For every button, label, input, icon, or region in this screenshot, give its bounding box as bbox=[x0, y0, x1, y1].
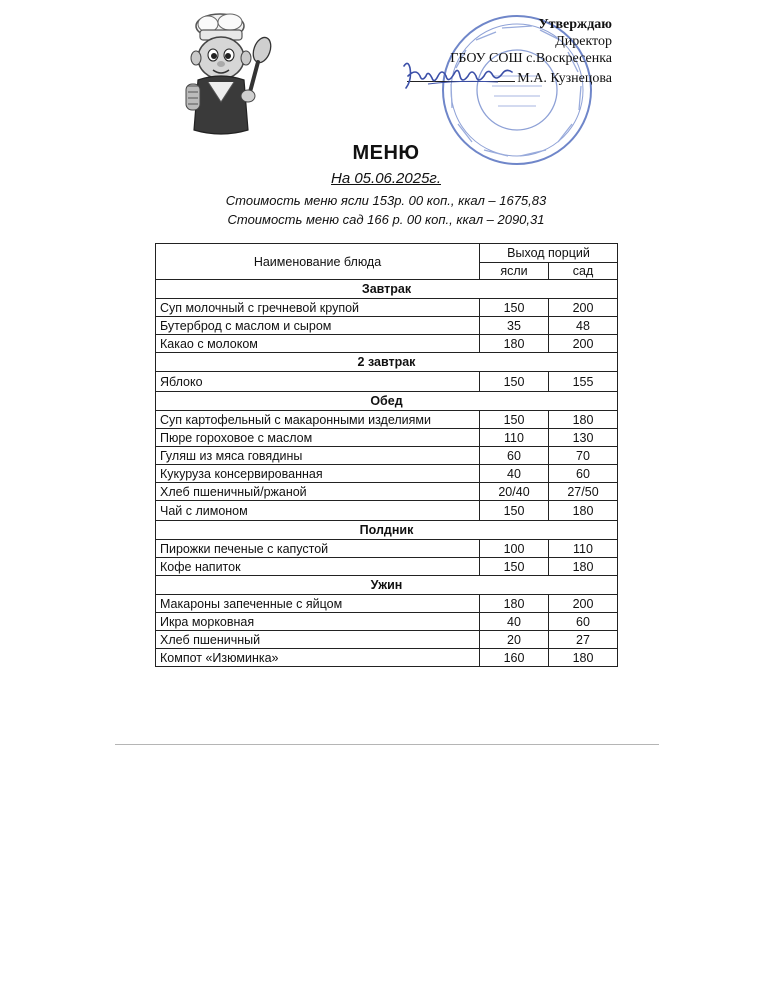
approval-position: Директор bbox=[555, 34, 612, 49]
nursery-portion: 100 bbox=[480, 540, 549, 558]
table-row bbox=[156, 299, 618, 317]
garden-portion: 110 bbox=[549, 540, 618, 558]
nursery-portion: 20 bbox=[480, 631, 549, 649]
nursery-portion: 150 bbox=[480, 501, 549, 521]
dish-name: Макароны запеченные с яйцом bbox=[156, 595, 480, 613]
table-row bbox=[156, 501, 618, 521]
garden-portion: 155 bbox=[549, 372, 618, 392]
table-row bbox=[156, 595, 618, 613]
nursery-portion: 40 bbox=[480, 465, 549, 483]
menu-date: На 05.06.2025г. bbox=[331, 170, 441, 187]
cost-nursery: Стоимость меню ясли 153р. 00 коп., ккал – 1675,83 bbox=[225, 193, 547, 208]
garden-portion: 180 bbox=[549, 411, 618, 429]
approval-signatory: М.А. Кузнецова bbox=[517, 71, 612, 86]
garden-portion: 130 bbox=[549, 429, 618, 447]
section-dinner: Ужин bbox=[156, 576, 618, 595]
table-row bbox=[156, 429, 618, 447]
scan-edge-line bbox=[115, 744, 659, 745]
section-lunch: Обед bbox=[156, 392, 618, 411]
header-output: Выход порций bbox=[480, 244, 618, 263]
table-row bbox=[156, 317, 618, 335]
table-row bbox=[156, 613, 618, 631]
menu-table bbox=[155, 243, 618, 667]
garden-portion: 180 bbox=[549, 558, 618, 576]
garden-portion: 27 bbox=[549, 631, 618, 649]
table-row bbox=[156, 465, 618, 483]
garden-portion: 200 bbox=[549, 595, 618, 613]
menu-title: МЕНЮ bbox=[352, 142, 420, 164]
nursery-portion: 180 bbox=[480, 335, 549, 353]
dish-name: Пюре гороховое с маслом bbox=[156, 429, 480, 447]
nursery-portion: 160 bbox=[480, 649, 549, 667]
garden-portion: 200 bbox=[549, 335, 618, 353]
table-row bbox=[156, 372, 618, 392]
garden-portion: 48 bbox=[549, 317, 618, 335]
dish-name: Какао с молоком bbox=[156, 335, 480, 353]
nursery-portion: 40 bbox=[480, 613, 549, 631]
handwritten-signature bbox=[398, 58, 518, 92]
garden-portion: 180 bbox=[549, 649, 618, 667]
nursery-portion: 150 bbox=[480, 558, 549, 576]
garden-portion: 180 bbox=[549, 501, 618, 521]
table-row bbox=[156, 411, 618, 429]
dish-name: Хлеб пшеничный/ржаной bbox=[156, 483, 480, 501]
cost-kindergarten: Стоимость меню сад 166 р. 00 коп., ккал – 2090,31 bbox=[227, 212, 545, 227]
dish-name: Яблоко bbox=[156, 372, 480, 392]
dish-name: Кукуруза консервированная bbox=[156, 465, 480, 483]
header-nursery: ясли bbox=[480, 263, 549, 280]
garden-portion: 70 bbox=[549, 447, 618, 465]
dish-name: Пирожки печеные с капустой bbox=[156, 540, 480, 558]
nursery-portion: 20/40 bbox=[480, 483, 549, 501]
garden-portion: 60 bbox=[549, 465, 618, 483]
dish-name: Хлеб пшеничный bbox=[156, 631, 480, 649]
table-row bbox=[156, 447, 618, 465]
table-row bbox=[156, 483, 618, 501]
dish-name: Гуляш из мяса говядины bbox=[156, 447, 480, 465]
garden-portion: 27/50 bbox=[549, 483, 618, 501]
nursery-portion: 180 bbox=[480, 595, 549, 613]
dish-name: Компот «Изюминка» bbox=[156, 649, 480, 667]
chef-illustration bbox=[178, 10, 288, 140]
table-row bbox=[156, 540, 618, 558]
table-row bbox=[156, 335, 618, 353]
section-afternoon-snack: Полдник bbox=[156, 521, 618, 540]
dish-name: Бутерброд с маслом и сыром bbox=[156, 317, 480, 335]
garden-portion: 60 bbox=[549, 613, 618, 631]
dish-name: Суп молочный с гречневой крупой bbox=[156, 299, 480, 317]
dish-name: Чай с лимоном bbox=[156, 501, 480, 521]
section-breakfast: Завтрак bbox=[156, 280, 618, 299]
section-second-breakfast: 2 завтрак bbox=[156, 353, 618, 372]
table-row bbox=[156, 631, 618, 649]
nursery-portion: 150 bbox=[480, 372, 549, 392]
nursery-portion: 150 bbox=[480, 411, 549, 429]
dish-name: Икра морковная bbox=[156, 613, 480, 631]
header-dish-name: Наименование блюда bbox=[156, 244, 480, 280]
nursery-portion: 110 bbox=[480, 429, 549, 447]
approval-heading: Утверждаю bbox=[538, 17, 612, 32]
nursery-portion: 35 bbox=[480, 317, 549, 335]
nursery-portion: 60 bbox=[480, 447, 549, 465]
table-row bbox=[156, 558, 618, 576]
dish-name: Кофе напиток bbox=[156, 558, 480, 576]
approval-organization: ГБОУ СОШ с.Воскресенка bbox=[450, 51, 612, 66]
garden-portion: 200 bbox=[549, 299, 618, 317]
nursery-portion: 150 bbox=[480, 299, 549, 317]
table-row bbox=[156, 649, 618, 667]
header-kindergarten: сад bbox=[549, 263, 618, 280]
dish-name: Суп картофельный с макаронными изделиями bbox=[156, 411, 480, 429]
